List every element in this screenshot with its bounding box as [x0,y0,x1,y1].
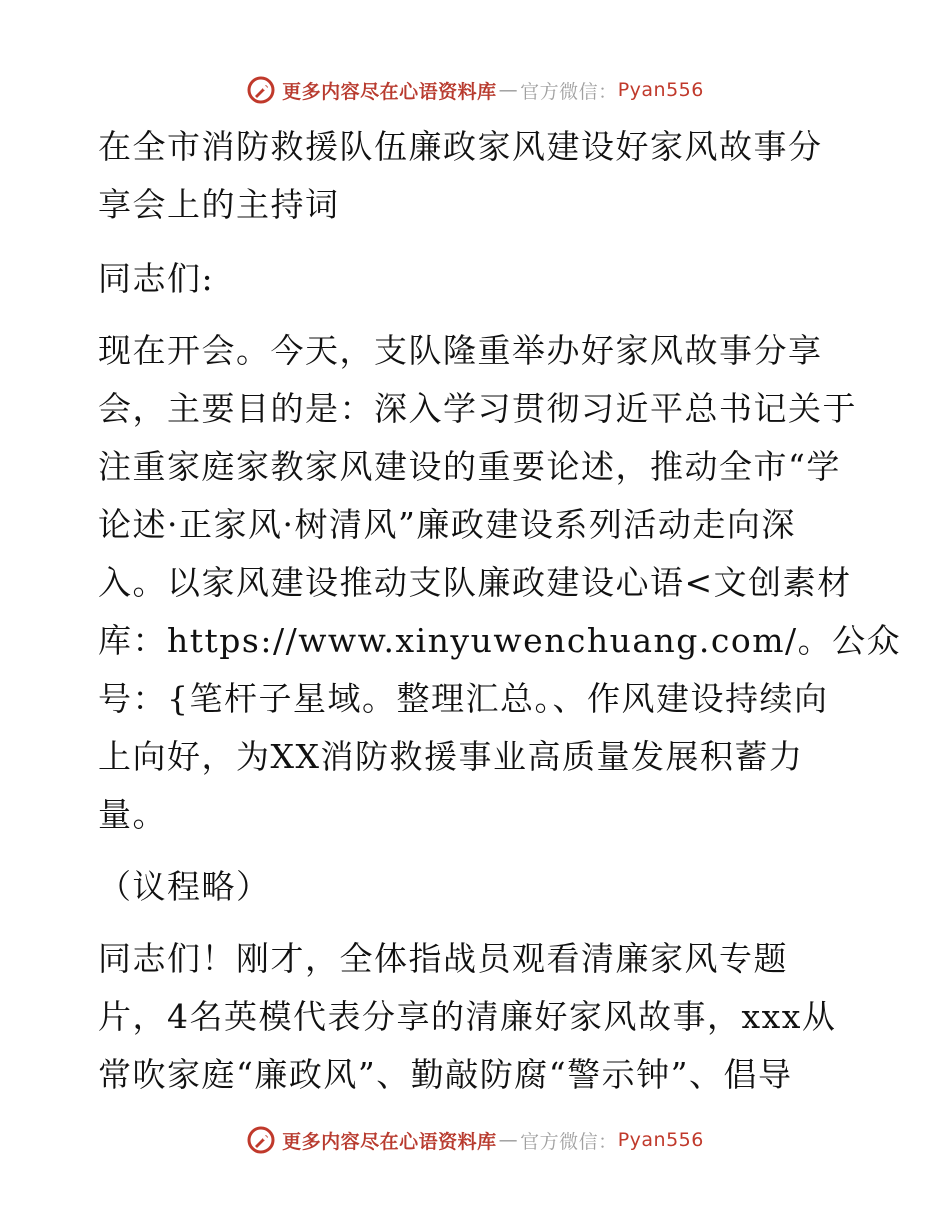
paragraph-line: 论述·正家风·树清风”廉政建设系列活动走向深 [98,505,796,544]
watermark-label: 官方微信： [520,1130,618,1153]
watermark-footer [0,1120,950,1160]
paragraph-summary [98,930,858,1104]
paragraph-line: 入。以家风建设推动支队廉政建设心语<文创素材 [98,563,852,602]
paragraph-line: 同志们！刚才，全体指战员观看清廉家风专题 [98,939,788,978]
watermark-main-text: 更多内容尽在心语资料库 [282,1130,497,1153]
document-body [98,118,902,1118]
watermark-main-text: 更多内容尽在心语资料库 [282,80,497,103]
title-line: 在全市消防救援队伍廉政家风建设好家风故事分 [98,127,823,166]
paragraph-line: 库：https://www.xinyuwenchuang.com/。公众 [98,621,902,660]
paragraph-line: 注重家庭家教家风建设的重要论述，推动全市“学 [98,447,841,486]
title-line: 享会上的主持词 [98,185,340,224]
pen-logo-icon [246,75,276,105]
paragraph-line: 会，主要目的是：深入学习贯彻习近平总书记关于 [98,389,857,428]
document-title [98,118,858,234]
watermark-header [0,70,950,110]
watermark-wechat-id: Pyan556 [617,79,704,101]
agenda-note-text: （议程略） [98,867,271,906]
paragraph-line: 片，4名英模代表分享的清廉好家风故事，xxx从 [98,997,837,1036]
pen-logo-icon [246,1125,276,1155]
paragraph-line: 号：{笔杆子星域。整理汇总。、作风建设持续向 [98,679,829,718]
paragraph-line: 量。 [98,795,167,834]
agenda-note [98,858,858,916]
watermark-separator: — [498,1129,519,1151]
greeting-text: 同志们: [98,259,215,298]
paragraph-line: 上向好，为XX消防救援事业高质量发展积蓄力 [98,737,804,776]
watermark-label: 官方微信： [520,80,618,103]
greeting [98,250,858,308]
paragraph-opening [98,322,902,844]
watermark-separator: — [498,79,519,101]
paragraph-line: 现在开会。今天，支队隆重举办好家风故事分享 [98,331,823,370]
watermark-wechat-id: Pyan556 [617,1129,704,1151]
paragraph-line: 常吹家庭“廉政风”、勤敲防腐“警示钟”、倡导 [98,1055,793,1094]
